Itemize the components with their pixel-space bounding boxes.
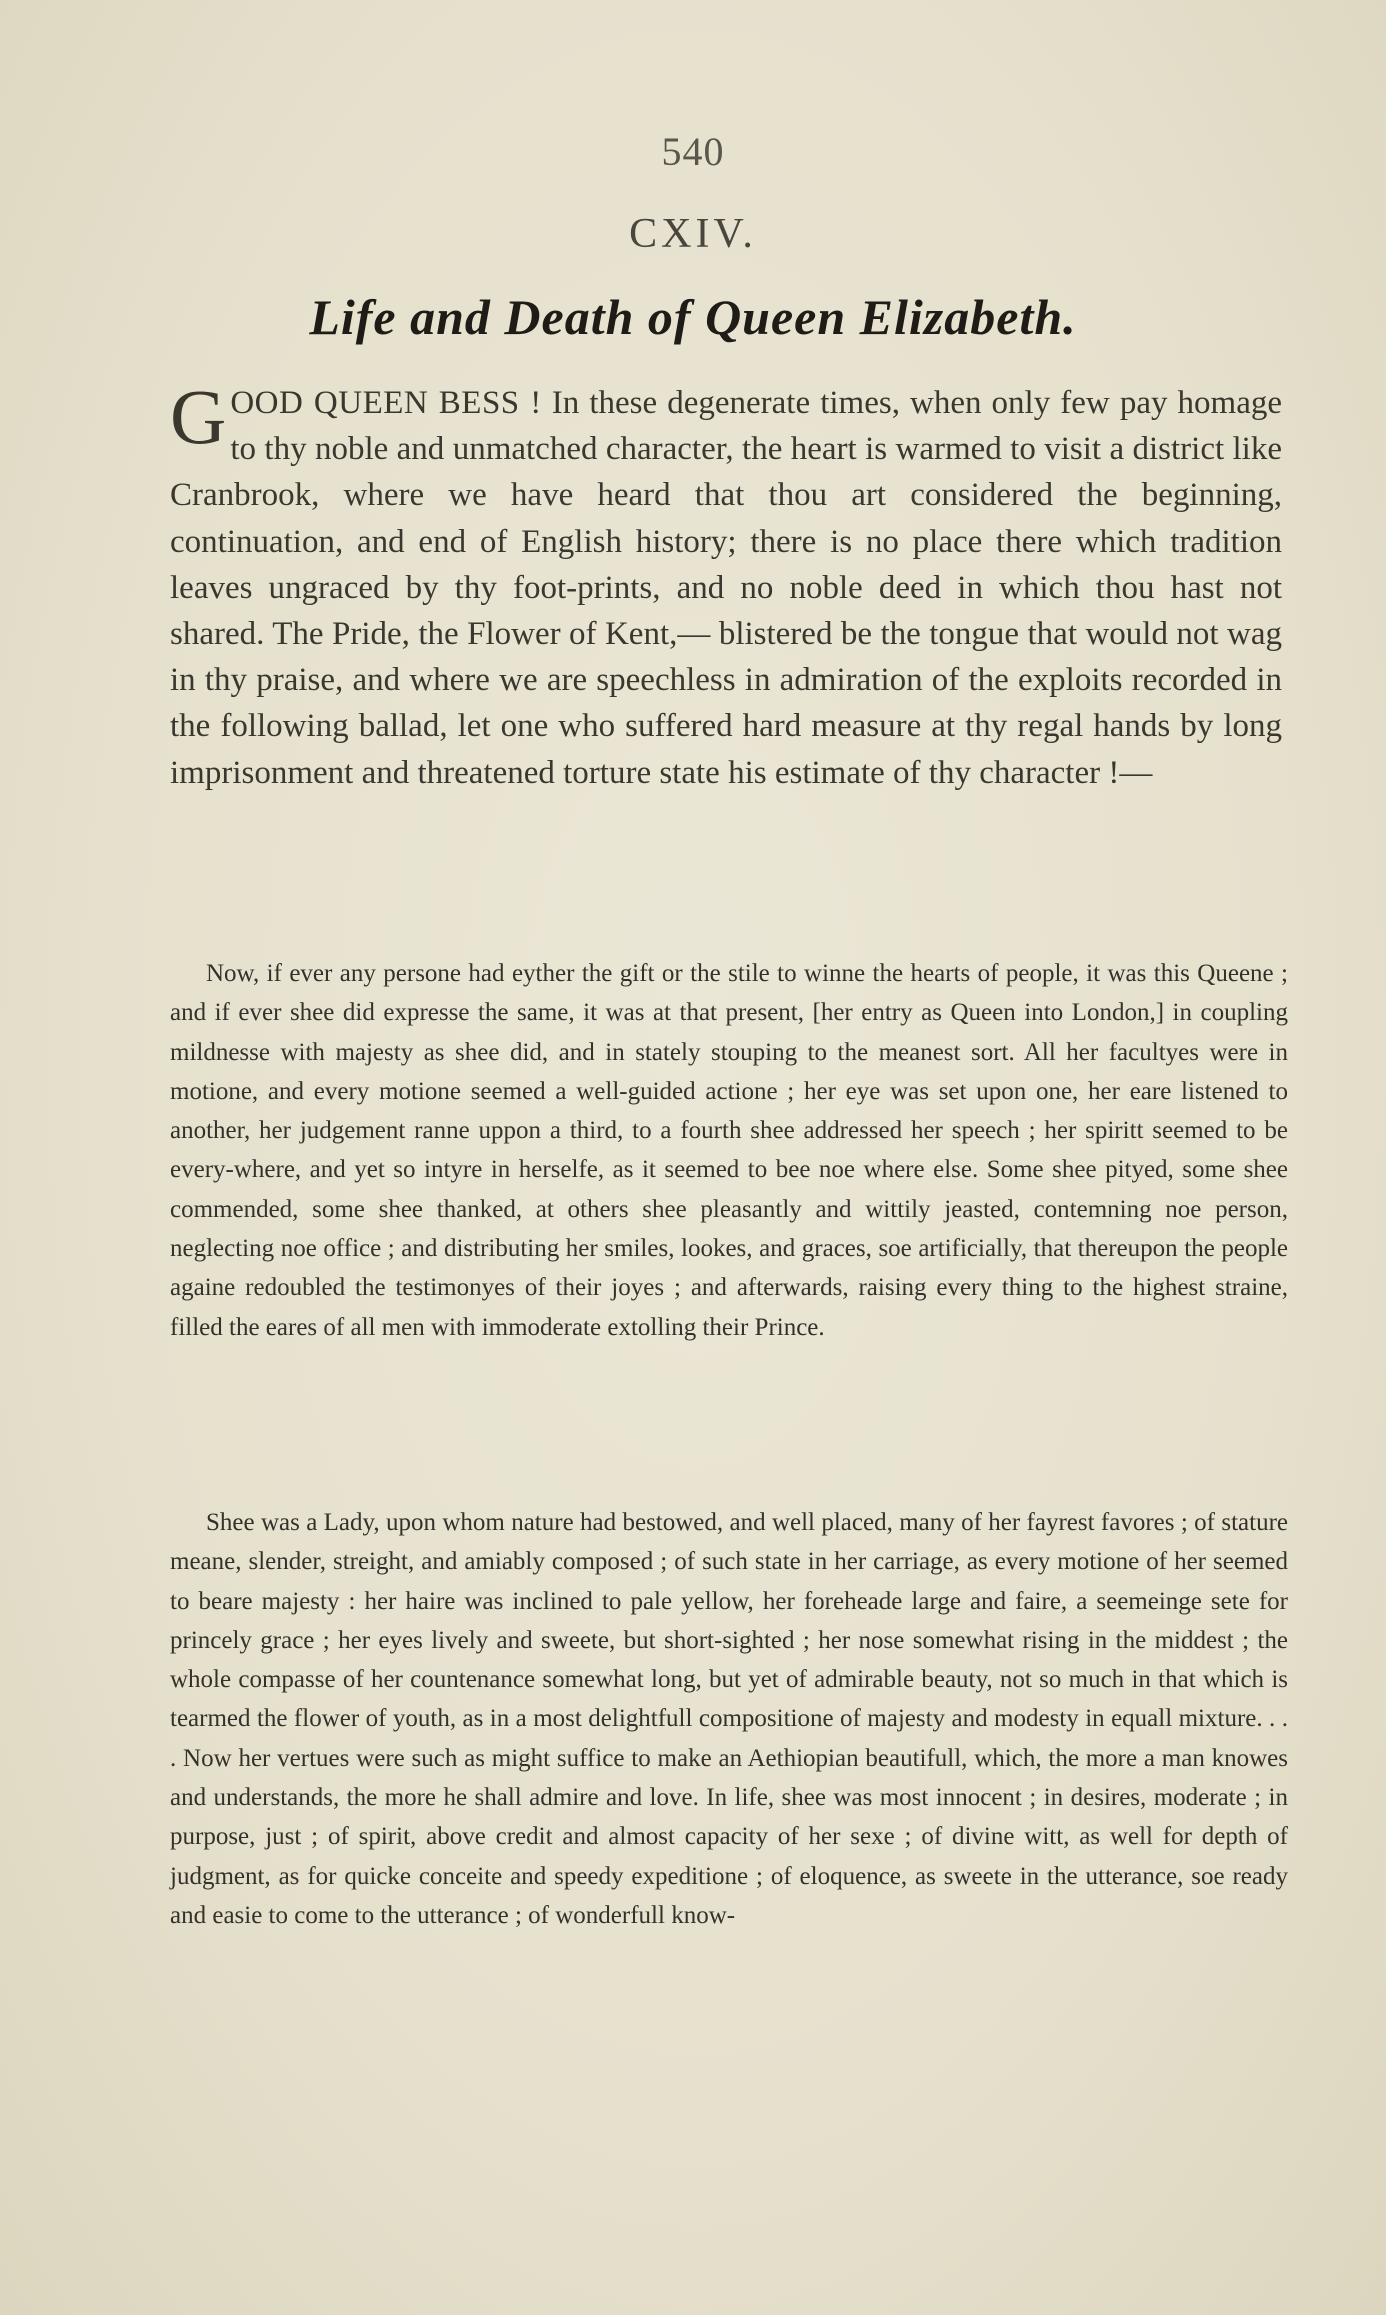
intro-text: In these degenerate times, when only few pay homage to thy noble and unmatched character, the heart is warmed to visit a district like Cranbrook, where we have heard that thou art considered the beginning, continuation, and end of English history; there is no place there which tradition leaves ungraced by thy foot-prints, and no noble deed in which thou hast not shared. The Pride, the Flower of Kent,— blistered be the tongue that would not wag in thy praise, and where we are speechless in admiration of the exploits recorded in the following ballad, let one who suffered hard measure at thy regal hands by long imprisonment and threatened torture state his estimate of thy character !— <box>170 385 1283 791</box>
drop-cap: G <box>170 373 227 460</box>
quote-paragraph-1: Now, if ever any persone had eyther the gift or the stile to winne the hearts of people, it was this Queene ; and if ever shee did expresse the same, it was at that present, [her entry as Queen into London,] in coupling mildnesse with majesty as shee did, and in stately stouping to the meanest sort. All her facultyes were in motione, and every motione seemed a well-guided actione ; her eye was set upon one, her eare listened to another, her judgement ranne uppon a third, to a fourth shee addressed her speech ; her spiritt seemed to be every-where, and yet so intyre in herselfe, as it seemed to bee noe where else. Some shee pityed, some shee commended, some shee thanked, at others shee pleasantly and wittily jeasted, contemning noe person, neglecting noe office ; and distributing her smiles, lookes, and graces, soe artificially, that thereupon the people againe redoubled the testimonyes of their joyes ; and afterwards, raising every thing to the highest straine, filled the eares of all men with immoderate extolling their Prince. <box>170 960 1288 1341</box>
page-number: 540 <box>661 129 725 174</box>
chapter-number: CXIV. <box>629 211 757 257</box>
intro-opening-words: OOD QUEEN BESS ! <box>230 385 542 421</box>
intro-paragraph <box>170 373 1283 796</box>
quote-paragraph-2: Shee was a Lady, upon whom nature had bestowed, and well placed, many of her fayrest favores ; of stature meane, slender, streight, and amiably composed ; of such state in her carriage, as every motione of her seemed to beare majesty : her haire was inclined to pale yellow, her foreheade large and faire, a seemeinge sete for princely grace ; her eyes lively and sweete, but short-sighted ; her nose somewhat rising in the middest ; the whole compasse of her countenance somewhat long, but yet of admirable beauty, not so much in that which is tearmed the flower of youth, as in a most delightfull compositione of majesty and modesty in equall mixture. . . . Now her vertues were such as might suffice to make an Aethiopian beautifull, which, the more a man knowes and understands, the more he shall admire and love. In life, shee was most innocent ; in desires, moderate ; in purpose, just ; of spirit, above credit and almost capacity of her sexe ; of divine witt, as well for depth of judgment, as for quicke conceite and speedy expeditione ; of eloquence, as sweete in the utterance, soe ready and easie to come to the utterance ; of wonderfull know- <box>170 1509 1288 1929</box>
chapter-title: Life and Death of Queen Elizabeth. <box>309 289 1077 345</box>
